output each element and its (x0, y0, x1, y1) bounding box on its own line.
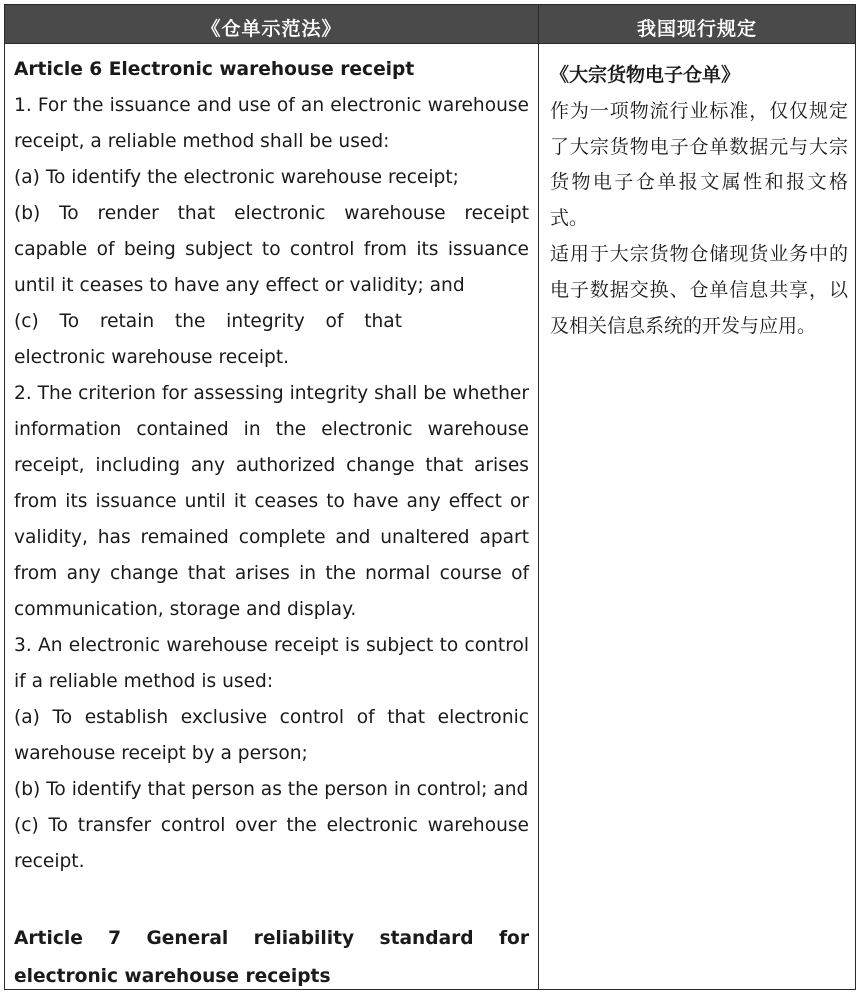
article-6-paragraph-2: 2. The criterion for assessing integrity shall be whether information contained in the electronic warehouse receipt, including any authorized change that arises from its issuance until it ceases to have any effect or validity, has remained complete and unaltered apart from any change that arises in the normal course of communication, storage and display. (14, 383, 529, 620)
article-6-paragraph-3a: (a) To establish exclusive control of that electronic warehouse receipt by a person; (14, 707, 529, 764)
article-6-paragraph-1: 1. For the issuance and use of an electronic warehouse receipt, a reliable method shall be used: (14, 95, 529, 152)
paragraph-spacer (14, 880, 529, 920)
article-6-paragraph-1b: (b) To render that electronic warehouse receipt capable of being subject to control from its issuance until it ceases to have any effect or validity; and (14, 203, 529, 296)
article-6-paragraph-1c: (c) To retain the integrity of that electronic warehouse receipt. (14, 311, 402, 368)
model-law-cell (14, 52, 529, 996)
column-divider (538, 5, 539, 989)
article-6-paragraph-3b: (b) To identify that person as the person in control; and (14, 779, 529, 800)
current-rules-cell (550, 58, 848, 344)
header-model-law: 《仓单示范法》 (201, 18, 342, 40)
article-6-paragraph-3: 3. An electronic warehouse receipt is subject to control if a reliable method is used: (14, 635, 529, 692)
article-6-title: Article 6 Electronic warehouse receipt (14, 59, 415, 80)
article-6-paragraph-1a: (a) To identify the electronic warehouse receipt; (14, 167, 459, 188)
article-6-paragraph-3c: (c) To transfer control over the electronic warehouse receipt. (14, 815, 529, 872)
standard-title: 《大宗货物电子仓单》 (550, 64, 741, 86)
standard-paragraph-1: 作为一项物流行业标准，仅仅规定了大宗货物电子仓单数据元与大宗货物电子仓单报文属性和报文格式。 (550, 99, 848, 230)
standard-paragraph-2: 适用于大宗货物仓储现货业务中的电子数据交换、仓单信息共享，以及相关信息系统的开发与应用。 (550, 242, 848, 337)
article-7-title: Article 7 General reliability standard for electronic warehouse receipts (14, 928, 529, 987)
header-current-rules: 我国现行规定 (636, 18, 757, 40)
comparison-table (4, 4, 856, 990)
table-header-row (5, 5, 855, 44)
